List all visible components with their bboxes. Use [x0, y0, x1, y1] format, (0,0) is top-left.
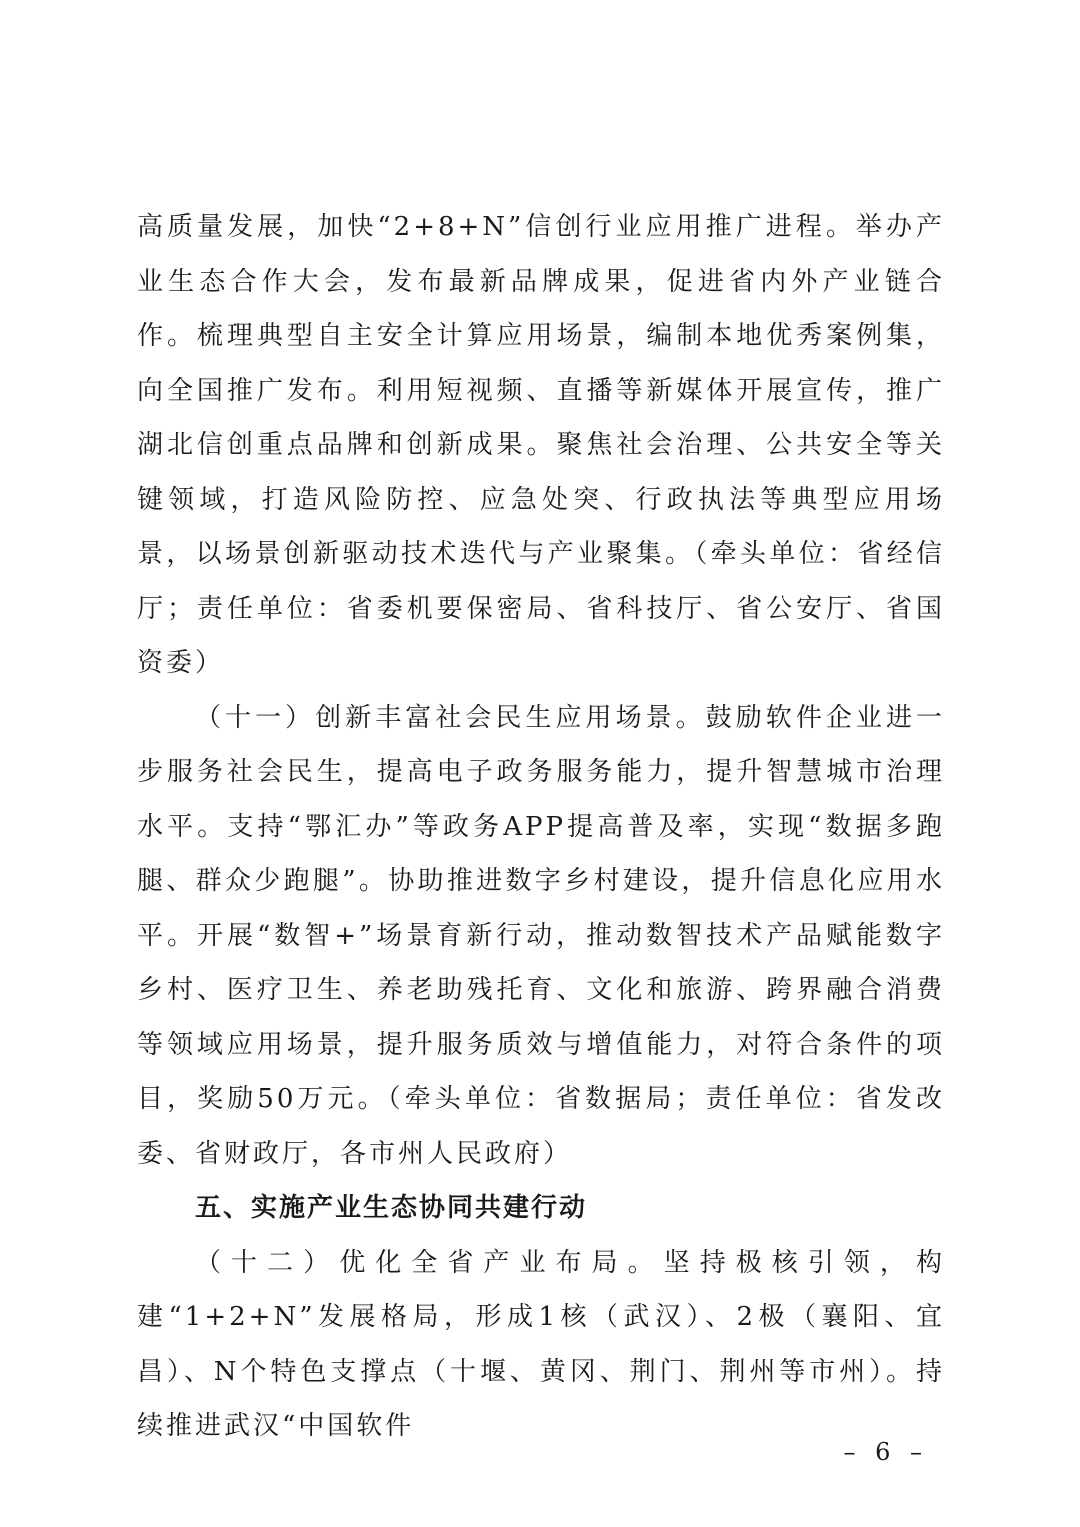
document-body	[137, 200, 945, 1454]
paragraph-item-11: （十一）创新丰富社会民生应用场景。鼓励软件企业进一步服务社会民生，提高电子政务服务能力，提升智慧城市治理水平。支持“鄂汇办”等政务APP提高普及率，实现“数据多跑腿、群众少跑腿”。协助推进数字乡村建设，提升信息化应用水平。开展“数智+”场景育新行动，推动数智技术产品赋能数字乡村、医疗卫生、养老助残托育、文化和旅游、跨界融合消费等领域应用场景，提升服务质效与增值能力，对符合条件的项目，奖励50万元。（牵头单位：省数据局；责任单位：省发改委、省财政厅，各市州人民政府）	[137, 702, 945, 1169]
page-number: – 6 –	[843, 1438, 928, 1466]
paragraph-item-12: （十二）优化全省产业布局。坚持极核引领，构建“1+2+N”发展格局，形成1核（武汉）、2极（襄阳、宜昌）、N个特色支撑点（十堰、黄冈、荆门、荆州等市州）。持续推进武汉“中国软件	[137, 1247, 945, 1441]
section-heading-5: 五、实施产业生态协同共建行动	[195, 1193, 588, 1223]
paragraph-continued: 高质量发展，加快“2+8+N”信创行业应用推广进程。举办产业生态合作大会，发布最新品牌成果，促进省内外产业链合作。梳理典型自主安全计算应用场景，编制本地优秀案例集，向全国推广发布。利用短视频、直播等新媒体开展宣传，推广湖北信创重点品牌和创新成果。聚焦社会治理、公共安全等关键领域，打造风险防控、应急处突、行政执法等典型应用场景，以场景创新驱动技术迭代与产业聚集。（牵头单位：省经信厅；责任单位：省委机要保密局、省科技厅、省公安厅、省国资委）	[137, 212, 945, 678]
